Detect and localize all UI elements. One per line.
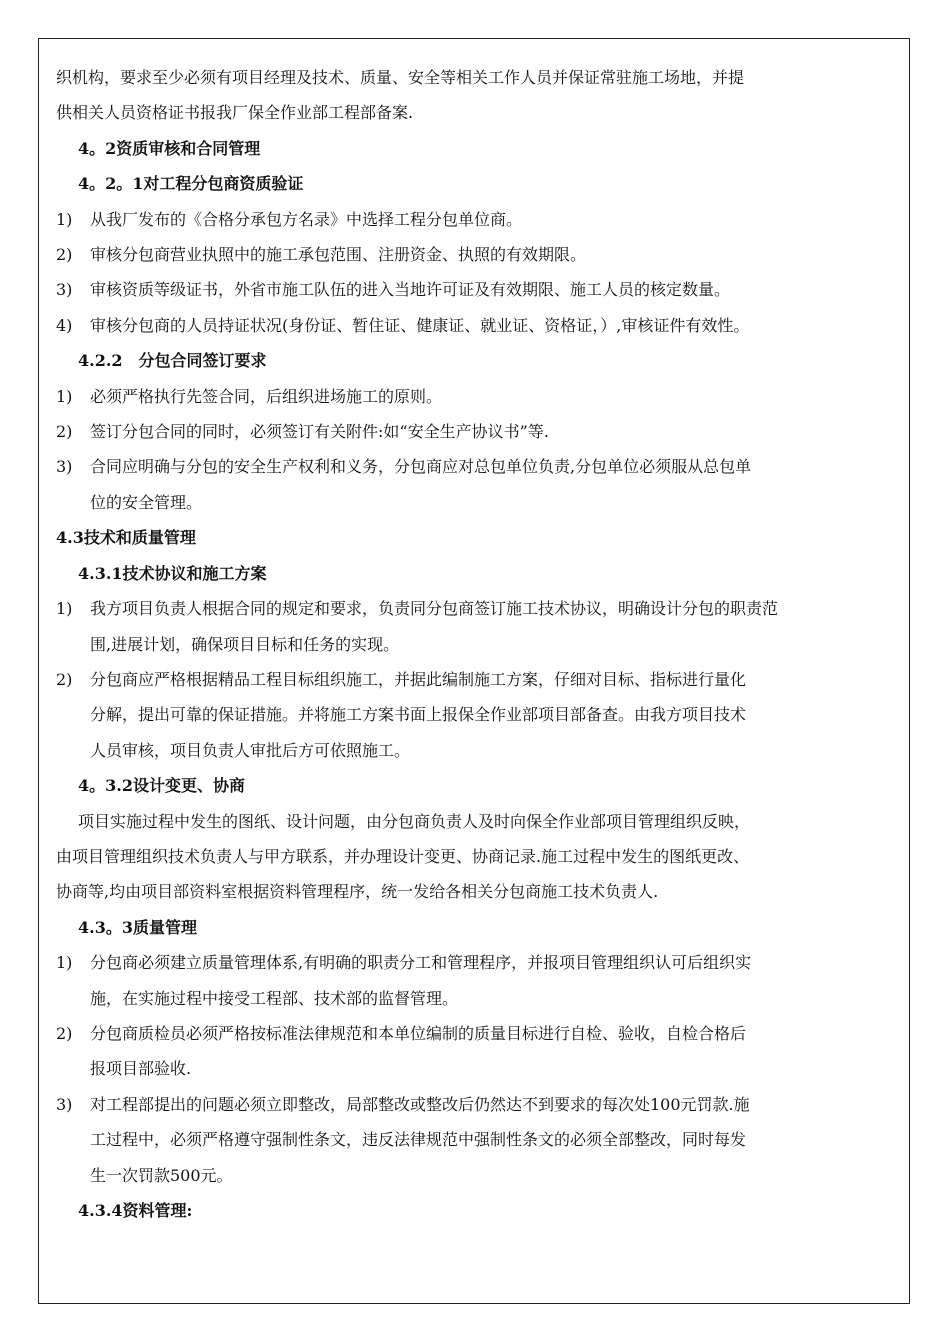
list-item xyxy=(56,379,904,414)
paragraph-line: 协商等,均由项目部资料室根据资料管理程序，统一发给各相关分包商施工技术负责人. xyxy=(56,882,659,902)
list-item-text: 分包商质检员必须严格按标准法律规范和本单位编制的质量目标进行自检、验收，自检合格后 xyxy=(90,1023,747,1043)
section-heading: 4.3技术和质量管理 xyxy=(56,528,196,548)
list-item-continuation: 位的安全管理。 xyxy=(90,492,203,512)
list-item-number: 2) xyxy=(56,422,73,442)
paragraph-line: 项目实施过程中发生的图纸、设计问题，由分包商负责人及时向保全作业部项目管理组织反映， xyxy=(78,811,751,831)
list-item-number: 4) xyxy=(56,315,73,335)
list-item xyxy=(56,662,904,697)
list-item-number: 3) xyxy=(56,280,73,300)
list-item-number: 1) xyxy=(56,209,73,229)
list-item-continuation: 报项目部验收. xyxy=(90,1059,192,1079)
list-item-text: 合同应明确与分包的安全生产权利和义务，分包商应对总包单位负责,分包单位必须服从总包单 xyxy=(90,457,752,477)
paragraph-line: 供相关人员资格证书报我厂保全作业部工程部备案. xyxy=(56,103,414,123)
list-item-continuation: 人员审核，项目负责人审批后方可依照施工。 xyxy=(90,740,411,760)
section-heading: 4.3.1技术协议和施工方案 xyxy=(78,563,267,583)
list-item-number: 1) xyxy=(56,386,73,406)
list-item-text: 审核资质等级证书，外省市施工队伍的进入当地许可证及有效期限、施工人员的核定数量。 xyxy=(90,280,731,300)
list-item-text: 对工程部提出的问题必须立即整改，局部整改或整改后仍然达不到要求的每次处100元罚款.施 xyxy=(90,1094,750,1114)
list-item xyxy=(56,591,904,626)
list-item-continuation: 生一次罚款500元。 xyxy=(90,1165,233,1185)
list-item xyxy=(56,1087,904,1122)
list-item xyxy=(56,1016,904,1051)
list-item-text: 必须严格执行先签合同，后组织进场施工的原则。 xyxy=(90,386,443,406)
list-item-text: 审核分包商营业执照中的施工承包范围、注册资金、执照的有效期限。 xyxy=(90,245,587,265)
list-item-number: 3) xyxy=(56,457,73,477)
list-item-number: 2) xyxy=(56,1023,73,1043)
list-item-text: 分包商必须建立质量管理体系,有明确的职责分工和管理程序，并报项目管理组织认可后组织实 xyxy=(90,953,752,973)
section-heading: 4.2.2 分包合同签订要求 xyxy=(78,351,267,371)
document-body xyxy=(56,60,904,1228)
list-item-number: 2) xyxy=(56,245,73,265)
section-heading: 4。2。1对工程分包商资质验证 xyxy=(78,174,304,194)
list-item-text: 签订分包合同的同时，必须签订有关附件:如“安全生产协议书”等. xyxy=(90,422,549,442)
paragraph-line: 织机构，要求至少必须有项目经理及技术、质量、安全等相关工作人员并保证常驻施工场地，并提 xyxy=(56,68,745,87)
list-item xyxy=(56,308,904,343)
list-item-text: 分包商应严格根据精品工程目标组织施工，并据此编制施工方案，仔细对目标、指标进行量化 xyxy=(90,669,747,689)
paragraph-line: 由项目管理组织技术负责人与甲方联系，并办理设计变更、协商记录.施工过程中发生的图纸更改、 xyxy=(56,846,750,866)
list-item xyxy=(56,272,904,307)
list-item-continuation: 围,进展计划，确保项目目标和任务的实现。 xyxy=(90,634,400,654)
section-heading: 4。3.2设计变更、协商 xyxy=(78,776,245,796)
section-heading: 4。2资质审核和合同管理 xyxy=(78,138,261,158)
list-item-number: 1) xyxy=(56,599,73,619)
list-item-text: 从我厂发布的《合格分承包方名录》中选择工程分包单位商。 xyxy=(90,209,523,229)
list-item-text: 我方项目负责人根据合同的规定和要求，负责同分包商签订施工技术协议，明确设计分包的职责范 xyxy=(90,599,779,619)
section-heading: 4.3.4资料管理: xyxy=(78,1201,193,1220)
list-item-continuation: 工过程中，必须严格遵守强制性条文，违反法律规范中强制性条文的必须全部整改，同时每发 xyxy=(90,1130,747,1150)
list-item-continuation: 分解，提出可靠的保证措施。并将施工方案书面上报保全作业部项目部备查。由我方项目技术 xyxy=(90,705,747,725)
list-item xyxy=(56,449,904,484)
list-item xyxy=(56,237,904,272)
list-item-number: 1) xyxy=(56,953,73,973)
list-item xyxy=(56,414,904,449)
list-item xyxy=(56,945,904,980)
list-item-text: 审核分包商的人员持证状况(身份证、暂住证、健康证、就业证、资格证，）,审核证件有效性。 xyxy=(90,315,750,335)
section-heading: 4.3。3质量管理 xyxy=(78,917,197,937)
list-item-continuation: 施，在实施过程中接受工程部、技术部的监督管理。 xyxy=(90,988,459,1008)
list-item-number: 3) xyxy=(56,1094,73,1114)
list-item xyxy=(56,202,904,237)
list-item-number: 2) xyxy=(56,669,73,689)
